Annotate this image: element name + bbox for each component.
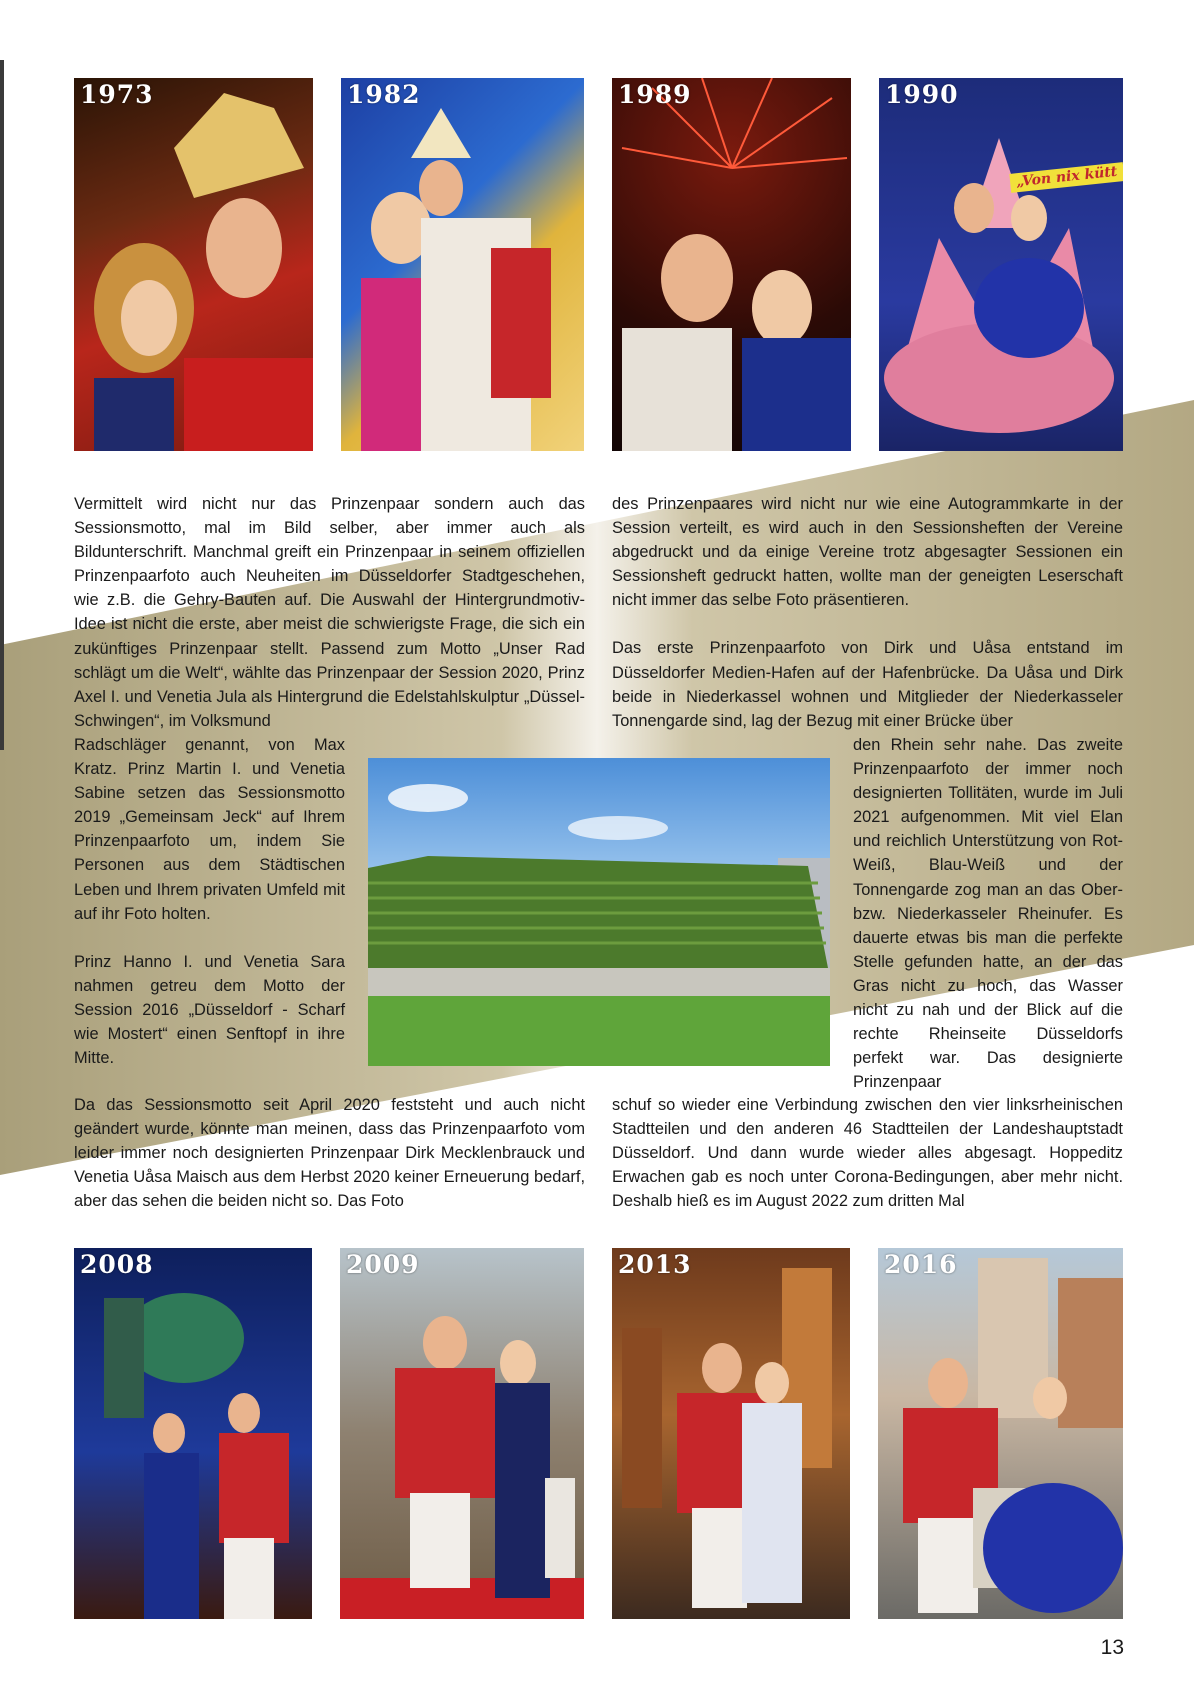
text-left-top: [74, 492, 585, 733]
photo-2013: [612, 1248, 850, 1619]
photo-2008: [74, 1248, 312, 1619]
portrait-illustration: [612, 1248, 850, 1619]
building-photo: [368, 758, 830, 1066]
photo-1973: [74, 78, 313, 451]
photo-2016: [878, 1248, 1123, 1619]
year-label: 2009: [346, 1250, 420, 1279]
year-label: 2013: [618, 1250, 692, 1279]
paragraph: Vermittelt wird nicht nur das Prinzenpaar sondern auch das Sessionsmotto, mal im Bild selber, aber immer auch als Bildunterschrift. Manchmal greift ein Prinzenpaar in seinem offiziellen Prinzenpaarfoto auch Neuheiten im Düsseldorfer Stadtgeschehen, wie z.B. die Gehry-Bauten auf. Die Auswahl der Hintergrundmotiv-Idee ist nicht die erste, aber meist die schwierigste Frage, die sich ein zukünftiges Prinzenpaar stellt. Passend zum Motto „Unser Rad schlägt um die Welt“, wählte das Prinzenpaar der Session 2020, Prinz Axel I. und Venetia Jula als Hintergrund die Edelstahlskulptur „Düssel-Schwingen“, im Volksmund: [74, 495, 585, 730]
portrait-illustration: [74, 78, 313, 451]
photo-1989: [612, 78, 851, 451]
year-label: 2008: [80, 1250, 154, 1279]
photo-2009: [340, 1248, 584, 1619]
year-label: 1990: [885, 80, 959, 109]
text-right-bottom: [612, 1093, 1123, 1213]
paragraph: schuf so wieder eine Verbindung zwischen den vier linksrheinischen Stadtteilen und den anderen 46 Stadtteilen der Landeshauptstadt Düsseldorf. Und dann wurde wieder alles abgesagt. Hoppeditz Erwachen gab es noch unter Corona-Bedingungen, aber mehr nicht. Deshalb hieß es im August 2022 zum dritten Mal: [612, 1096, 1123, 1211]
year-label: 1973: [80, 80, 154, 109]
photo-1982: [341, 78, 584, 451]
text-right-top: [612, 492, 1123, 733]
year-label: 1982: [347, 80, 421, 109]
portrait-illustration: [879, 78, 1123, 451]
year-label: 1989: [618, 80, 692, 109]
paragraph: Radschläger genannt, von Max Kratz. Prinz Martin I. und Venetia Sabine setzen das Sessionsmotto 2019 „Gemeinsam Jeck“ auf Ihrem Prinzenpaarfoto um, indem Sie Personen aus dem Städtischen Leben und Ihrem privaten Umfeld mit auf ihr Foto holten.: [74, 736, 345, 923]
paragraph: den Rhein sehr nahe. Das zweite Prinzenpaarfoto der immer noch designierten Tollitäten, wurde im Juli 2021 aufgenommen. Mit viel Elan und reichlich Unterstützung von Rot-Weiß, Blau-Weiß und der Tonnengarde zog man an das Ober- bzw. Niederkasseler Rheinufer. Es dauerte etwas bis man die perfekte Stelle gefunden hatte, an der das Gras nicht zu hoch, das Wasser nicht zu nah und der Blick auf die rechte Rheinseite Düsseldorfs perfekt war. Das designierte Prinzenpaar: [853, 736, 1123, 1092]
portrait-illustration: [878, 1248, 1123, 1619]
paragraph: Da das Sessionsmotto seit April 2020 feststeht und auch nicht geändert wurde, könnte man meinen, dass das Prinzenpaarfoto vom leider immer noch designierten Prinzenpaar Dirk Mecklenbrauck und Venetia Uåsa Maisch aus dem Herbst 2020 keiner Erneuerung bedarf, aber das sehen die beiden nicht so. Das Foto: [74, 1096, 585, 1211]
paragraph: des Prinzenpaares wird nicht nur wie eine Autogrammkarte in der Session verteilt, es wird auch in den Sessionsheften der Vereine abgedruckt und da einige Vereine trotz abgesagter Sessionen ein Sessionsheft gedruckt hatten, wollte man der geneigten Leserschaft nicht immer das selbe Foto präsentieren.: [612, 495, 1123, 610]
paragraph: Prinz Hanno I. und Venetia Sara nahmen getreu dem Motto der Session 2016 „Düsseldorf - Scharf wie Mostert“ einen Senftopf in ihre Mitte.: [74, 952, 345, 1068]
motto-badge: „Von nix kütt: [1009, 162, 1123, 193]
text-left-bottom: [74, 1093, 585, 1213]
year-label: 2016: [884, 1250, 958, 1279]
page-edge-shadow: [0, 60, 4, 750]
portrait-illustration: [340, 1248, 584, 1619]
photo-1990: [879, 78, 1123, 451]
portrait-illustration: [74, 1248, 312, 1619]
portrait-illustration: [612, 78, 851, 451]
page-number: 13: [1100, 1636, 1124, 1659]
text-left-middle: [74, 733, 345, 1070]
green-building-illustration: [368, 758, 830, 1066]
paragraph: Das erste Prinzenpaarfoto von Dirk und Uåsa entstand im Düsseldorfer Medien-Hafen auf der Hafenbrücke. Da Uåsa und Dirk beide in Niederkassel wohnen und Mitglieder der Niederkasseler Tonnengarde sind, lag der Bezug mit einer Brücke über: [612, 639, 1123, 730]
portrait-illustration: [341, 78, 584, 451]
text-right-middle: [853, 733, 1123, 1094]
